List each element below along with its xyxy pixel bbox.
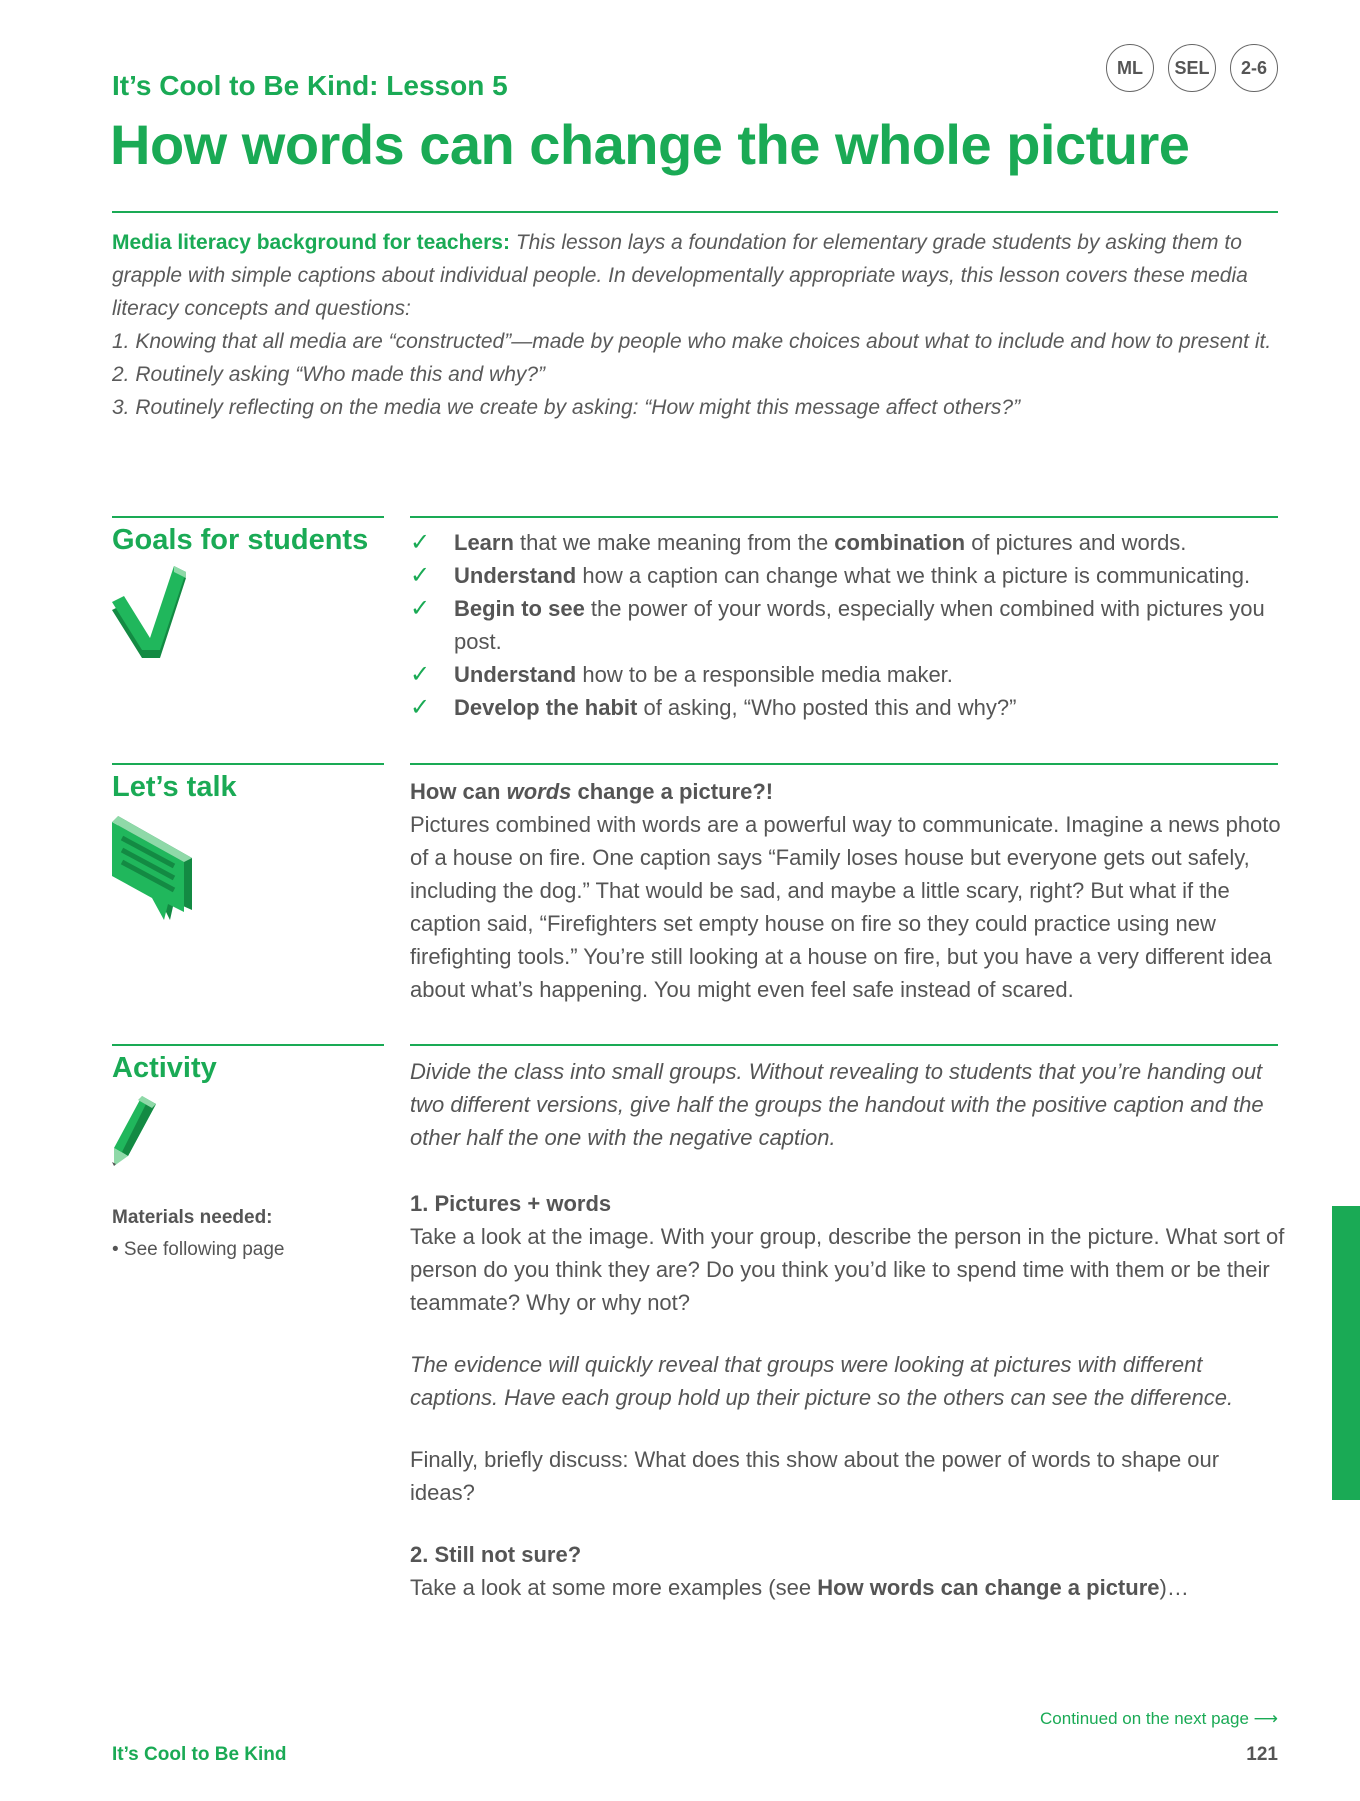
badge-ml: ML <box>1106 44 1154 92</box>
goal-lead: Understand <box>454 662 577 687</box>
step2-heading: 2. Still not sure? <box>410 1542 582 1567</box>
step2-text-end: )… <box>1159 1575 1189 1600</box>
goals-list <box>410 526 1290 724</box>
page-number: 121 <box>1246 1744 1278 1765</box>
concept-item: 1. Knowing that all media are “constructed”—made by people who make choices about what to include and how to present it. <box>112 330 1272 353</box>
check-icon: ✓ <box>410 529 431 556</box>
goal-lead: Understand <box>454 563 577 588</box>
check-icon: ✓ <box>410 595 431 622</box>
goal-text: how to be a responsible media maker. <box>576 662 953 687</box>
background-intro-text: This lesson lays a foundation for elementary grade students by asking them to grapple with simple captions about individual people. In developmentally appropriate ways, this lesson covers these media literacy concepts and questions: <box>112 231 1248 320</box>
talk-heading <box>410 775 1290 808</box>
activity-title: Activity <box>112 1052 217 1084</box>
goals-divider-right <box>410 516 1278 518</box>
step2-reference: How words can change a picture <box>817 1575 1160 1600</box>
concepts-list <box>112 325 1282 424</box>
continued-link[interactable]: Continued on the next page ⟶ <box>1040 1709 1278 1728</box>
goal-text-end: of pictures and words. <box>965 530 1187 555</box>
goal-item <box>410 592 1290 658</box>
talk-divider-right <box>410 763 1278 765</box>
activity-intro: Divide the class into small groups. Without revealing to students that you’re handing out two different versions, give half the groups the handout with the positive caption and the other half the one with the negative caption. <box>410 1059 1264 1150</box>
goal-emphasis: combination <box>834 530 966 555</box>
step1-body: Take a look at the image. With your group, describe the person in the picture. What sort of person do you think they are? Do you think you’d like to spend time with them or be their teammate? Why or why not? <box>410 1224 1285 1315</box>
activity-content <box>410 1055 1290 1604</box>
concept-item: 2. Routinely asking “Who made this and why?” <box>112 363 546 386</box>
pencil-icon <box>112 1096 156 1171</box>
materials-item: • See following page <box>112 1239 285 1260</box>
goal-text: how a caption can change what we think a picture is communicating. <box>576 563 1251 588</box>
talk-heading-em: words <box>506 779 572 804</box>
lesson-label: It’s Cool to Be Kind: Lesson 5 <box>112 70 508 101</box>
check-icon: ✓ <box>410 694 431 721</box>
title-divider <box>112 211 1278 213</box>
step2-text: Take a look at some more examples (see <box>410 1575 818 1600</box>
talk-divider-left <box>112 763 384 765</box>
goal-item <box>410 526 1290 559</box>
talk-title: Let’s talk <box>112 771 237 803</box>
talk-heading-a: How can <box>410 779 507 804</box>
goals-title: Goals for students <box>112 524 369 556</box>
activity-divider-left <box>112 1044 384 1046</box>
section-tab <box>1332 1206 1360 1500</box>
step1-heading: 1. Pictures + words <box>410 1191 612 1216</box>
goal-text: of asking, “Who posted this and why?” <box>637 695 1017 720</box>
step1-discuss: Finally, briefly discuss: What does this show about the power of words to shape our ideas? <box>410 1447 1220 1505</box>
page-title: How words can change the whole picture <box>110 113 1190 176</box>
concept-item: 3. Routinely reflecting on the media we create by asking: “How might this message affect others?” <box>112 396 1021 419</box>
goals-divider-left <box>112 516 384 518</box>
activity-divider-right <box>410 1044 1278 1046</box>
goal-lead: Develop the habit <box>454 695 638 720</box>
check-icon: ✓ <box>410 562 431 589</box>
background-label: Media literacy background for teachers: <box>112 231 510 254</box>
talk-body: Pictures combined with words are a powerful way to communicate. Imagine a news photo of a house on fire. One caption says “Family loses house but everyone gets out safely, including the dog.” That would be sad, and maybe a little scary, right? But what if the caption said, “Firefighters set empty house on fire so they could practice using new firefighting tools.” You’re still looking at a house on fire, but you have a very different idea about what’s happening. You might even feel safe instead of scared. <box>410 812 1281 1002</box>
goal-item <box>410 691 1290 724</box>
talk-heading-b: change a picture?! <box>571 779 774 804</box>
badge-sel: SEL <box>1168 44 1216 92</box>
goal-lead: Begin to see <box>454 596 585 621</box>
teacher-background <box>112 226 1282 424</box>
goal-text: that we make meaning from the <box>513 530 835 555</box>
step2-body <box>410 1571 1290 1604</box>
goal-item <box>410 658 1290 691</box>
grade-badges <box>1106 44 1278 92</box>
materials <box>112 1202 285 1266</box>
goal-text: the power of your words, especially when combined with pictures you post. <box>454 596 1265 654</box>
check-icon: ✓ <box>410 661 431 688</box>
step1-note: The evidence will quickly reveal that groups were looking at pictures with different captions. Have each group hold up their picture so the others can see the difference. <box>410 1352 1234 1410</box>
footer-title: It’s Cool to Be Kind <box>112 1744 287 1765</box>
speech-bubble-icon <box>112 816 192 927</box>
badge-grades: 2-6 <box>1230 44 1278 92</box>
materials-label: Materials needed: <box>112 1207 273 1228</box>
goal-item <box>410 559 1290 592</box>
check-mark-icon <box>112 566 186 665</box>
background-intro <box>112 226 1282 325</box>
talk-content <box>410 775 1290 1006</box>
goal-lead: Learn <box>454 530 514 555</box>
